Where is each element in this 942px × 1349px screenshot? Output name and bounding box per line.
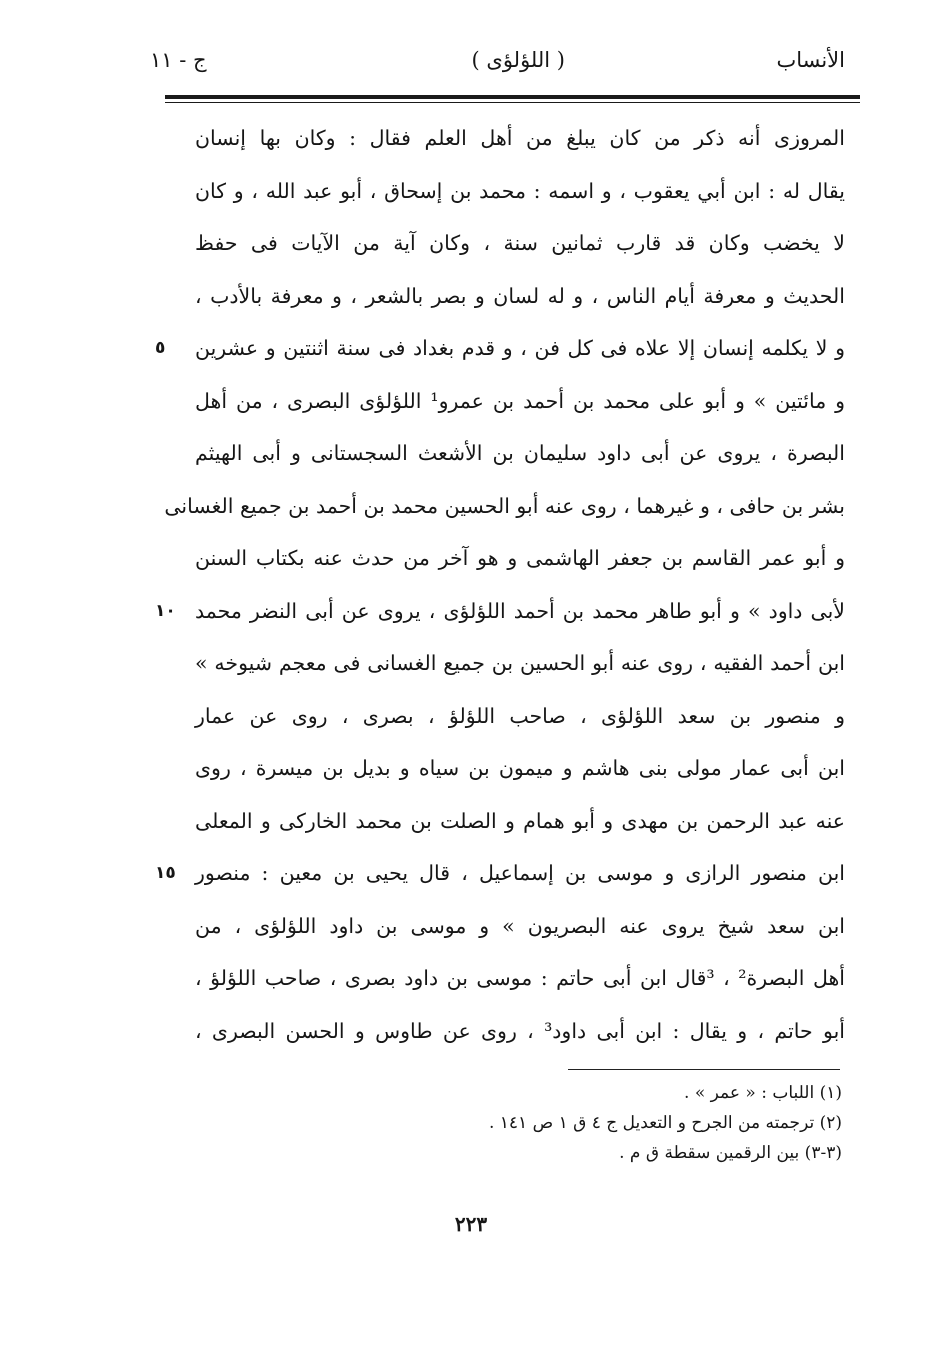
- line-text: لأبى داود » و أبو طاهر محمد بن أحمد اللؤلؤى ، يروى عن أبى النضر محمد: [195, 598, 845, 623]
- header-rule-thick: [165, 95, 860, 99]
- text-line: [195, 270, 845, 323]
- text-line: [195, 690, 845, 743]
- line-text: البصرة ، يروى عن أبى داود سليمان بن الأشعث السجستانى و أبى الهيثم: [195, 441, 845, 465]
- text-line: [195, 375, 845, 428]
- footnote: (١) اللباب : « عمر » .: [684, 1083, 842, 1103]
- text-line: [155, 847, 845, 900]
- header-book-title: الأنساب: [776, 48, 845, 72]
- text-line: [195, 217, 845, 270]
- main-text: [155, 112, 846, 1057]
- text-line: [195, 742, 845, 795]
- line-number: ٥: [155, 338, 166, 358]
- text-line: [195, 952, 845, 1005]
- line-text: و مائتين » و أبو على محمد بن أحمد بن عمرو¹ اللؤلؤى البصرى ، من أهل: [195, 388, 846, 413]
- header-rule-thin: [165, 102, 860, 103]
- line-number: ١٠: [155, 600, 176, 621]
- footnote: (٣-٣) بين الرقمين سقطة ق م .: [619, 1143, 842, 1163]
- line-text: و لا يكلمه إنسان إلا علاه فى كل فن ، و قدم بغداد فى سنة اثنتين و عشرين: [195, 336, 845, 360]
- page-number: ٢٢٣: [454, 1212, 488, 1236]
- running-header: [150, 48, 845, 88]
- line-text: ابن أحمد الفقيه ، روى عنه أبو الحسين بن جميع الغسانى فى معجم شيوخه »: [195, 651, 845, 675]
- footnote-rule: [568, 1069, 840, 1070]
- footnote: (٢) ترجمته من الجرح و التعديل ج ٤ ق ١ ص ١٤١ .: [488, 1113, 842, 1133]
- header-volume: ج - ١١: [150, 48, 207, 72]
- line-text: و أبو عمر القاسم بن جعفر الهاشمى و هو آخر من حدث عنه بكتاب السنن: [195, 546, 845, 570]
- text-line: [195, 532, 845, 585]
- text-line: [155, 322, 845, 375]
- line-text: عنه عبد الرحمن بن مهدى و أبو همام و الصلت بن محمد الخاركى و المعلى: [195, 808, 845, 833]
- line-text: الحديث و معرفة أيام الناس ، و له لسان و بصر بالشعر ، و معرفة بالأدب ،: [195, 283, 845, 308]
- line-text: ابن أبى عمار مولى بنى هاشم و ميمون بن سياه و بديل بن ميسرة ، روى: [195, 756, 845, 780]
- text-line: [195, 900, 845, 953]
- footnotes: [342, 1078, 842, 1168]
- line-text: ابن منصور الرازى و موسى بن إسماعيل ، قال يحيى بن معين : منصور: [195, 861, 845, 885]
- line-text: يقال له : ابن أبي يعقوب ، و اسمه : محمد بن إسحاق ، أبو عبد الله ، و كان: [195, 178, 845, 203]
- line-text: و منصور بن سعد اللؤلؤى ، صاحب اللؤلؤ ، بصرى ، روى عن عمار: [195, 703, 845, 728]
- text-line: [195, 795, 845, 848]
- text-line: [155, 585, 845, 638]
- line-text: بشر بن حافى ، و غيرهما ، روى عنه أبو الحسين محمد بن أحمد بن جميع الغسانى: [164, 493, 845, 518]
- line-text: المروزى أنه ذكر من كان يبلغ من أهل العلم فقال : وكان بها إنسان: [195, 126, 845, 150]
- line-text: ابن سعد شيخ يروى عنه البصريون » و موسى بن داود اللؤلؤى ، من: [195, 913, 845, 938]
- line-text: لا يخضب وكان قد قارب ثمانين سنة ، وكان آية من الآيات فى حفظ: [195, 231, 845, 255]
- text-line: [195, 637, 845, 690]
- header-entry-title: ( اللؤلؤى ): [471, 48, 565, 72]
- line-number: ١٥: [155, 863, 176, 883]
- text-line: [164, 480, 845, 533]
- line-text: أبو حاتم ، و يقال : ابن أبى داود³ ، روى عن طاوس و الحسن البصرى ،: [195, 1018, 845, 1043]
- text-line: [195, 427, 845, 480]
- text-line: [195, 112, 845, 165]
- text-line: [195, 1005, 845, 1058]
- text-line: [195, 165, 845, 218]
- line-text: أهل البصرة² ، ³قال ابن أبى حاتم : موسى بن داود بصرى ، صاحب اللؤلؤ ،: [195, 966, 845, 990]
